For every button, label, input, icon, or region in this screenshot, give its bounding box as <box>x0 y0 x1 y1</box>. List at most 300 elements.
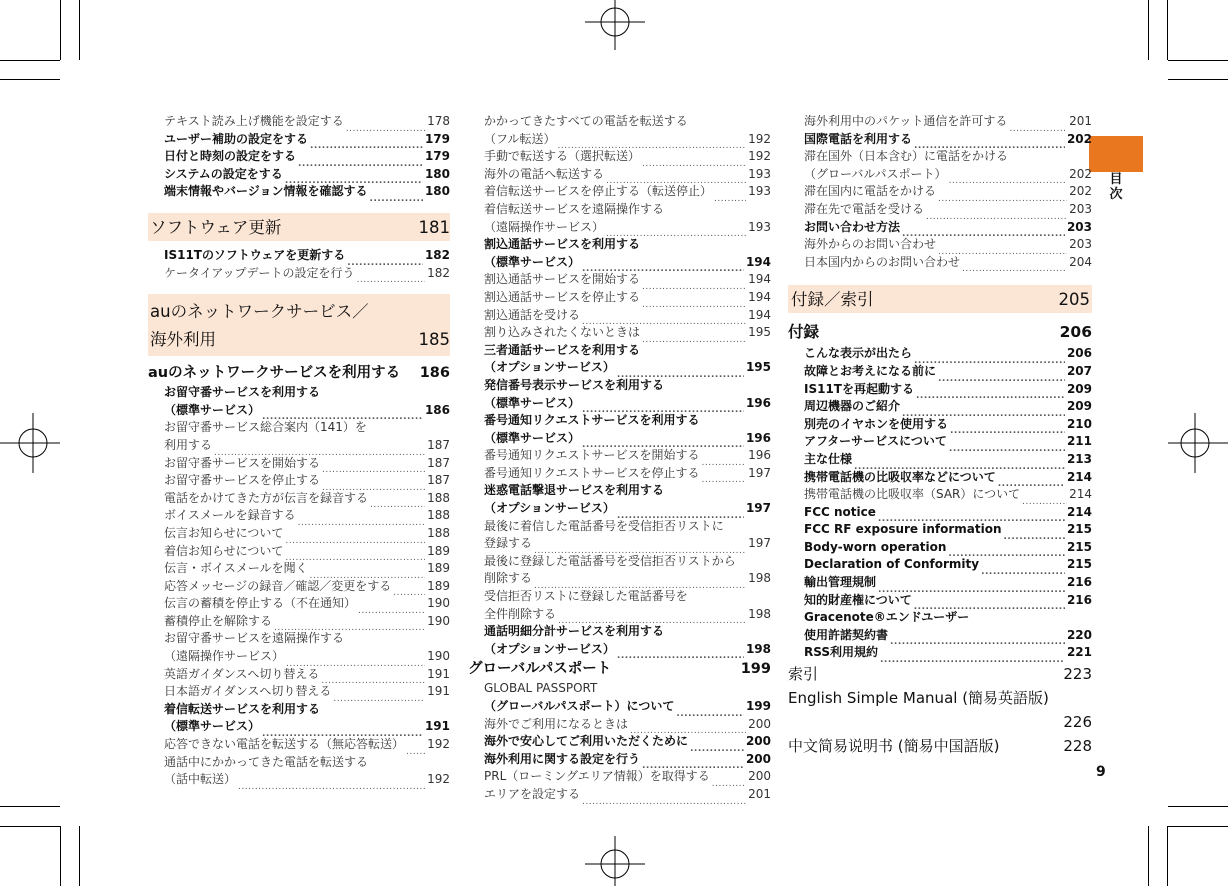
dot-leader <box>214 443 425 455</box>
toc-entry-page: 200 <box>745 751 771 766</box>
dot-leader <box>274 618 425 630</box>
toc-entry-page: 199 <box>745 699 771 713</box>
dot-leader <box>606 224 746 236</box>
toc-entry[interactable] <box>468 236 771 254</box>
toc-entry[interactable] <box>148 630 450 648</box>
dot-leader <box>346 119 425 131</box>
toc-entry-page: 187 <box>427 455 450 470</box>
toc-entry-page: 203 <box>1069 201 1092 216</box>
toc-entry-title: FCC notice <box>804 504 876 519</box>
toc-column-3 <box>788 113 1092 758</box>
toc-entry-title: 海外で安心してご利用いただくために <box>484 734 689 749</box>
dot-leader <box>370 495 425 507</box>
dot-leader <box>914 351 1065 363</box>
toc-entry[interactable] <box>148 683 450 701</box>
toc-entry[interactable] <box>468 219 771 237</box>
dot-leader <box>406 742 425 754</box>
dot-leader <box>286 654 425 666</box>
toc-entry[interactable] <box>468 395 771 413</box>
toc-entry-title: 応答できない電話を転送する（無応答転送） <box>164 737 405 752</box>
dot-leader <box>1001 746 1061 758</box>
toc-entry-page: 195 <box>745 360 771 375</box>
dot-leader <box>613 668 738 680</box>
toc-entry-page: 179 <box>424 131 450 146</box>
toc-entry[interactable] <box>148 247 450 265</box>
toc-entry-page: 182 <box>427 265 450 280</box>
dot-leader <box>938 189 1067 201</box>
toc-entry-page: 188 <box>427 525 450 540</box>
toc-entry[interactable] <box>788 148 1092 166</box>
toc-entry-title: 全件削除する <box>484 606 557 621</box>
toc-entry-page: 201 <box>748 786 771 801</box>
dot-leader <box>948 544 1065 556</box>
dot-leader <box>902 224 1065 236</box>
toc-entry-page: 191 <box>427 666 450 681</box>
toc-entry[interactable] <box>468 500 771 518</box>
toc-entry[interactable] <box>788 451 1092 469</box>
dot-leader <box>938 242 1067 254</box>
toc-entry-title: （話中転送） <box>164 772 237 787</box>
toc-entry[interactable] <box>788 486 1092 504</box>
toc-entry-title: システムの設定をする <box>164 166 283 181</box>
dot-leader <box>902 404 1065 416</box>
toc-entry-page: 189 <box>427 543 450 558</box>
toc-entry-page: 202 <box>1069 184 1092 199</box>
toc-entry[interactable] <box>148 771 450 789</box>
toc-entry[interactable] <box>788 381 1092 399</box>
dot-leader <box>534 541 746 553</box>
dot-leader <box>370 189 423 201</box>
toc-entry[interactable] <box>148 419 450 437</box>
dot-leader <box>322 478 425 490</box>
toc-entry-page: 194 <box>748 307 771 322</box>
toc-entry[interactable] <box>788 236 1092 254</box>
dot-leader <box>950 421 1065 433</box>
toc-entry-page: 197 <box>745 501 771 516</box>
toc-entry-page: 204 <box>1069 254 1092 269</box>
toc-entry-title: 通話中にかかってきた電話を転送する <box>164 754 369 769</box>
toc-entry-page: 220 <box>1066 627 1092 642</box>
toc-entry[interactable] <box>148 402 450 420</box>
toc-entry-title: 着信転送サービスを停止する（転送停止） <box>484 184 713 199</box>
dot-leader <box>333 689 425 701</box>
toc-entry-title: 伝言お知らせについて <box>164 525 284 540</box>
toc-entry-title: ボイスメールを録音する <box>164 508 296 523</box>
toc-entry[interactable] <box>788 539 1092 557</box>
dot-leader <box>712 774 746 786</box>
toc-entry-title: 海外からのお問い合わせ <box>804 237 937 252</box>
toc-entry-page: 209 <box>1066 381 1092 396</box>
dot-leader <box>617 646 744 658</box>
toc-entry[interactable] <box>148 507 450 525</box>
dot-leader <box>642 154 746 166</box>
toc-entry[interactable] <box>468 254 771 272</box>
toc-entry[interactable] <box>468 482 771 500</box>
toc-entry[interactable] <box>148 648 450 666</box>
toc-entry-page: 180 <box>424 166 450 181</box>
toc-entry[interactable] <box>468 733 771 751</box>
registration-mark-bottom <box>585 836 645 886</box>
dot-leader <box>262 724 423 736</box>
toc-entry[interactable] <box>148 362 450 384</box>
toc-entry-page: 206 <box>1059 323 1092 342</box>
toc-entry-title: 携帯電話機の比吸収率（SAR）について <box>804 487 1021 502</box>
toc-entry-page: 228 <box>1063 737 1092 756</box>
dot-leader <box>690 739 744 751</box>
dot-leader <box>262 407 423 419</box>
toc-entry[interactable] <box>788 504 1092 522</box>
dot-leader <box>347 253 423 265</box>
dot-leader <box>790 722 1061 734</box>
toc-entry-page: 207 <box>1066 363 1092 378</box>
toc-entry[interactable] <box>468 535 771 553</box>
toc-entry[interactable] <box>788 166 1092 184</box>
toc-entry[interactable] <box>148 437 450 455</box>
toc-entry[interactable] <box>468 623 771 641</box>
section-header-software-update[interactable]: ソフトウェア更新 ..... 181 <box>148 213 450 241</box>
toc-entry-page: 221 <box>1066 645 1092 660</box>
toc-entry-title: 登録する <box>484 536 533 551</box>
toc-entry[interactable] <box>148 384 450 402</box>
dot-leader <box>1022 492 1067 504</box>
toc-entry-page: 197 <box>748 465 771 480</box>
toc-entry-title: 周辺機器のご紹介 <box>804 399 901 414</box>
toc-entry-title: PRL（ローミングエリア情報）を取得する <box>484 769 710 784</box>
toc-entry[interactable] <box>788 433 1092 451</box>
toc-entry-title: 蓄積停止を解除する <box>164 613 273 628</box>
dot-leader <box>630 721 746 733</box>
toc-entry-title: 最後に登録した電話番号を受信拒否リストから <box>484 553 736 568</box>
toc-entry[interactable] <box>788 521 1092 539</box>
toc-entry-page: 198 <box>745 641 771 656</box>
dot-leader <box>642 277 746 289</box>
toc-entry[interactable] <box>788 319 1092 345</box>
toc-entry[interactable] <box>788 416 1092 434</box>
toc-entry[interactable] <box>148 525 450 543</box>
toc-entry-title: IS11Tのソフトウェアを更新する <box>164 247 346 262</box>
toc-entry[interactable] <box>148 754 450 772</box>
toc-entry-title: （オプションサービス） <box>484 641 615 656</box>
toc-entry-title: 伝言・ボイスメールを聞く <box>164 561 308 576</box>
toc-entry-title: お留守番サービス総合案内（141）を <box>164 420 367 435</box>
dot-leader <box>402 372 418 384</box>
dot-leader <box>358 601 425 613</box>
toc-entry[interactable] <box>468 768 771 786</box>
dot-leader <box>285 531 425 543</box>
toc-entry-page: 223 <box>1063 665 1092 684</box>
toc-entry[interactable] <box>148 265 450 283</box>
toc-entry[interactable] <box>468 359 771 377</box>
toc-entry-title: （標準サービス） <box>164 719 261 734</box>
toc-entry-page: 210 <box>1066 416 1092 431</box>
toc-entry-title: 割込通話サービスを停止する <box>484 289 641 304</box>
toc-entry[interactable] <box>788 556 1092 574</box>
toc-entry[interactable] <box>468 553 771 571</box>
dot-leader <box>949 171 1068 183</box>
toc-entry-title: （標準サービス） <box>484 254 581 269</box>
toc-entry[interactable] <box>148 718 450 736</box>
toc-entry-page: 192 <box>427 737 450 752</box>
toc-entry[interactable] <box>468 289 771 307</box>
registration-mark-right <box>1168 413 1228 473</box>
toc-entry-title: 主な仕様 <box>804 451 853 466</box>
toc-entry[interactable] <box>468 606 771 624</box>
toc-entry[interactable] <box>468 570 771 588</box>
toc-entry-title: 海外でご利用になるときは <box>484 716 629 731</box>
toc-entry[interactable] <box>788 574 1092 592</box>
toc-entry[interactable] <box>148 736 450 754</box>
toc-entry-title: FCC RF exposure information <box>804 522 1002 537</box>
toc-entry-title: 着信転送サービスを遠隔操作する <box>484 201 665 216</box>
toc-entry-title: 受信拒否リストに登録した電話番号を <box>484 589 688 604</box>
dot-leader <box>582 400 744 412</box>
toc-entry-title: 中文简易说明书 (簡易中国語版) <box>788 737 1000 756</box>
dot-leader <box>916 386 1065 398</box>
toc-entry-title: （遠隔操作サービス） <box>164 649 285 664</box>
toc-entry[interactable] <box>148 490 450 508</box>
toc-entry-title: 海外利用中のパケット通信を許可する <box>804 114 1008 128</box>
toc-entry[interactable] <box>468 430 771 448</box>
toc-entry-title: RSS利用規約 <box>804 645 878 660</box>
toc-entry-title: お留守番サービスを開始する <box>164 455 321 470</box>
toc-entry[interactable] <box>468 518 771 536</box>
dot-leader <box>926 207 1067 219</box>
toc-entry-page: 214 <box>1069 487 1092 502</box>
dot-leader <box>310 136 423 148</box>
toc-entry[interactable] <box>468 658 771 680</box>
toc-entry-page: 196 <box>748 448 771 463</box>
toc-entry-title: （オプションサービス） <box>484 360 615 375</box>
toc-entry-page: 190 <box>427 649 450 664</box>
dot-leader <box>285 548 425 560</box>
dot-leader <box>642 756 744 768</box>
toc-entry-title: Declaration of Conformity <box>804 557 980 572</box>
toc-entry-title: （遠隔操作サービス） <box>484 219 605 234</box>
toc-entry[interactable] <box>468 698 771 716</box>
toc-entry[interactable] <box>468 166 771 184</box>
toc-entry-page: 180 <box>424 184 450 199</box>
toc-entry-page: 213 <box>1066 451 1092 466</box>
toc-entry-title: 最後に着信した電話番号を受信拒否リストに <box>484 518 724 533</box>
toc-entry[interactable] <box>788 398 1092 416</box>
dot-leader <box>938 369 1065 381</box>
toc-entry-title: （フル転送） <box>484 131 556 146</box>
toc-entry-title: 海外の電話へ転送する <box>484 166 605 181</box>
toc-entry-page: 192 <box>427 772 450 787</box>
toc-entry-page: 215 <box>1066 522 1092 537</box>
toc-entry-title: 割り込みされたくないときは <box>484 325 641 340</box>
toc-entry[interactable] <box>148 472 450 490</box>
toc-entry-title: （グローバルパスポート） <box>804 166 947 181</box>
toc-entry[interactable] <box>468 113 771 131</box>
toc-entry[interactable] <box>148 595 450 613</box>
toc-entry-title: お留守番サービスを停止する <box>164 473 321 488</box>
dot-leader <box>285 171 423 183</box>
toc-entry[interactable] <box>788 113 1092 131</box>
toc-entry-page: 198 <box>748 571 771 586</box>
toc-entry-title: 着信転送サービスを利用する <box>164 701 321 716</box>
toc-entry-page: 196 <box>745 395 771 410</box>
toc-entry[interactable] <box>788 183 1092 201</box>
toc-entry[interactable] <box>148 613 450 631</box>
toc-entry-title: 別売のイヤホンを使用する <box>804 416 949 431</box>
section-header-au-network[interactable]: auのネットワークサービス／ 海外利用 ..... 185 <box>148 294 450 356</box>
toc-entry-page: 214 <box>1066 469 1092 484</box>
section-header-appendix[interactable]: 付録／索引 ..... 205 <box>788 285 1092 313</box>
dot-leader <box>890 632 1065 644</box>
toc-entry[interactable] <box>468 201 771 219</box>
dot-leader <box>949 439 1065 451</box>
toc-entry-page: 186 <box>419 365 450 382</box>
toc-entry[interactable] <box>468 751 771 769</box>
toc-entry-page: 186 <box>424 402 450 417</box>
toc-entry-page: 215 <box>1066 539 1092 554</box>
toc-entry-title: テキスト読み上げ機能を設定する <box>164 114 344 128</box>
toc-entry-page: 179 <box>424 149 450 164</box>
toc-entry-page: 215 <box>1066 557 1092 572</box>
toc-entry-page: 216 <box>1066 575 1092 590</box>
toc-entry-title: English Simple Manual (簡易英語版) <box>788 689 1049 708</box>
toc-entry-title: エリアを設定する <box>484 786 581 801</box>
toc-entry-page: 198 <box>748 606 771 621</box>
toc-column-2 <box>468 113 771 804</box>
toc-entry[interactable] <box>148 183 450 201</box>
toc-entry-title: 日本語ガイダンスへ切り替える <box>164 684 332 699</box>
dot-leader <box>914 136 1065 148</box>
toc-entry[interactable] <box>788 201 1092 219</box>
toc-entry-title: 割込通話を受ける <box>484 307 581 322</box>
toc-entry[interactable] <box>788 710 1092 734</box>
toc-entry[interactable] <box>148 148 450 166</box>
toc-entry[interactable] <box>468 588 771 606</box>
toc-entry[interactable] <box>468 641 771 659</box>
dot-leader <box>998 474 1065 486</box>
dot-leader <box>582 312 746 324</box>
toc-entry-title: 番号通知リクエストサービスを利用する <box>484 413 700 428</box>
toc-entry[interactable] <box>788 345 1092 363</box>
toc-entry-page: 211 <box>1066 434 1092 449</box>
toc-entry[interactable] <box>788 734 1092 758</box>
toc-entry[interactable] <box>788 592 1092 610</box>
dot-leader <box>854 457 1065 469</box>
toc-entry-title: ユーザー補助の設定をする <box>164 131 309 146</box>
dot-leader <box>1004 527 1065 539</box>
toc-entry[interactable] <box>468 680 771 698</box>
toc-entry[interactable] <box>788 219 1092 237</box>
dot-leader <box>606 171 746 183</box>
toc-column-1 <box>148 113 450 789</box>
dot-leader <box>393 583 425 595</box>
toc-entry[interactable] <box>468 447 771 465</box>
toc-entry-page: 192 <box>748 149 771 164</box>
toc-entry[interactable] <box>788 131 1092 149</box>
toc-entry[interactable] <box>468 131 771 149</box>
toc-entry-title: 故障とお考えになる前に <box>804 363 937 378</box>
dot-leader <box>617 365 744 377</box>
toc-entry[interactable] <box>788 662 1092 686</box>
toc-entry[interactable] <box>468 716 771 734</box>
toc-entry[interactable] <box>468 307 771 325</box>
toc-entry[interactable] <box>148 578 450 596</box>
dot-leader <box>558 136 747 148</box>
toc-entry-title: 割込通話サービスを開始する <box>484 272 641 287</box>
toc-entry[interactable] <box>468 465 771 483</box>
toc-entry[interactable] <box>148 666 450 684</box>
toc-entry-page: 203 <box>1066 219 1092 234</box>
toc-entry[interactable] <box>468 183 771 201</box>
toc-entry[interactable] <box>788 469 1092 487</box>
toc-entry-page: 194 <box>745 254 771 269</box>
toc-entry[interactable] <box>148 543 450 561</box>
chapter-tab <box>1089 136 1143 172</box>
dot-leader <box>558 611 746 623</box>
toc-entry-title: ケータイアップデートの設定を行う <box>164 265 355 280</box>
toc-entry[interactable] <box>788 363 1092 381</box>
chapter-tab-label: 目次 <box>1109 172 1123 202</box>
dot-leader <box>878 580 1065 592</box>
toc-entry-title: 滞在国外（日本含む）に電話をかける <box>804 149 1009 164</box>
toc-entry-page: 191 <box>424 719 450 734</box>
dot-leader <box>534 576 746 588</box>
dot-leader <box>702 453 747 465</box>
dot-leader <box>238 777 425 789</box>
toc-entry-page: 188 <box>427 490 450 505</box>
toc-entry[interactable] <box>148 455 450 473</box>
toc-entry[interactable] <box>148 560 450 578</box>
toc-entry[interactable] <box>788 254 1092 272</box>
toc-entry-title: 番号通知リクエストサービスを開始する <box>484 448 700 463</box>
toc-entry[interactable] <box>788 644 1092 662</box>
dot-leader <box>642 295 746 307</box>
toc-entry[interactable] <box>468 342 771 360</box>
toc-entry[interactable] <box>148 166 450 184</box>
toc-entry[interactable] <box>788 686 1092 710</box>
dot-leader <box>676 704 744 716</box>
toc-entry-page: 182 <box>424 247 450 262</box>
toc-entry[interactable] <box>468 377 771 395</box>
toc-entry[interactable] <box>468 786 771 804</box>
toc-entry[interactable] <box>468 148 771 166</box>
dot-leader <box>820 674 1061 686</box>
dot-leader <box>880 650 1065 662</box>
toc-entry[interactable] <box>148 113 450 131</box>
toc-entry[interactable] <box>788 609 1092 627</box>
toc-entry-title: 輸出管理規制 <box>804 575 877 590</box>
toc-entry-page: 197 <box>748 536 771 551</box>
toc-entry[interactable] <box>148 701 450 719</box>
dot-leader <box>617 506 744 518</box>
toc-entry-title: こんな表示が出たら <box>804 346 913 361</box>
toc-entry-title: 滞在先で電話を受ける <box>804 201 925 216</box>
toc-entry-title: auのネットワークサービスを利用する <box>148 365 401 382</box>
toc-entry-page: 196 <box>745 430 771 445</box>
toc-entry[interactable] <box>468 412 771 430</box>
toc-entry[interactable] <box>148 131 450 149</box>
toc-entry-title: IS11Tを再起動する <box>804 381 914 396</box>
toc-entry[interactable] <box>468 324 771 342</box>
toc-entry-page: 200 <box>745 734 771 749</box>
dot-leader <box>322 460 425 472</box>
toc-entry-title: （オプションサービス） <box>484 501 615 516</box>
toc-entry-page: 191 <box>427 684 450 699</box>
toc-entry-title: お留守番サービスを遠隔操作する <box>164 631 345 646</box>
toc-entry[interactable] <box>468 271 771 289</box>
toc-entry-title: 日本国内からのお問い合わせ <box>804 254 961 269</box>
toc-entry-title: かかってきたすべての電話を転送する <box>484 114 688 128</box>
toc-entry-page: 200 <box>748 769 771 784</box>
toc-entry-title: （グローバルパスポート）について <box>484 699 675 713</box>
toc-entry[interactable] <box>788 627 1092 645</box>
